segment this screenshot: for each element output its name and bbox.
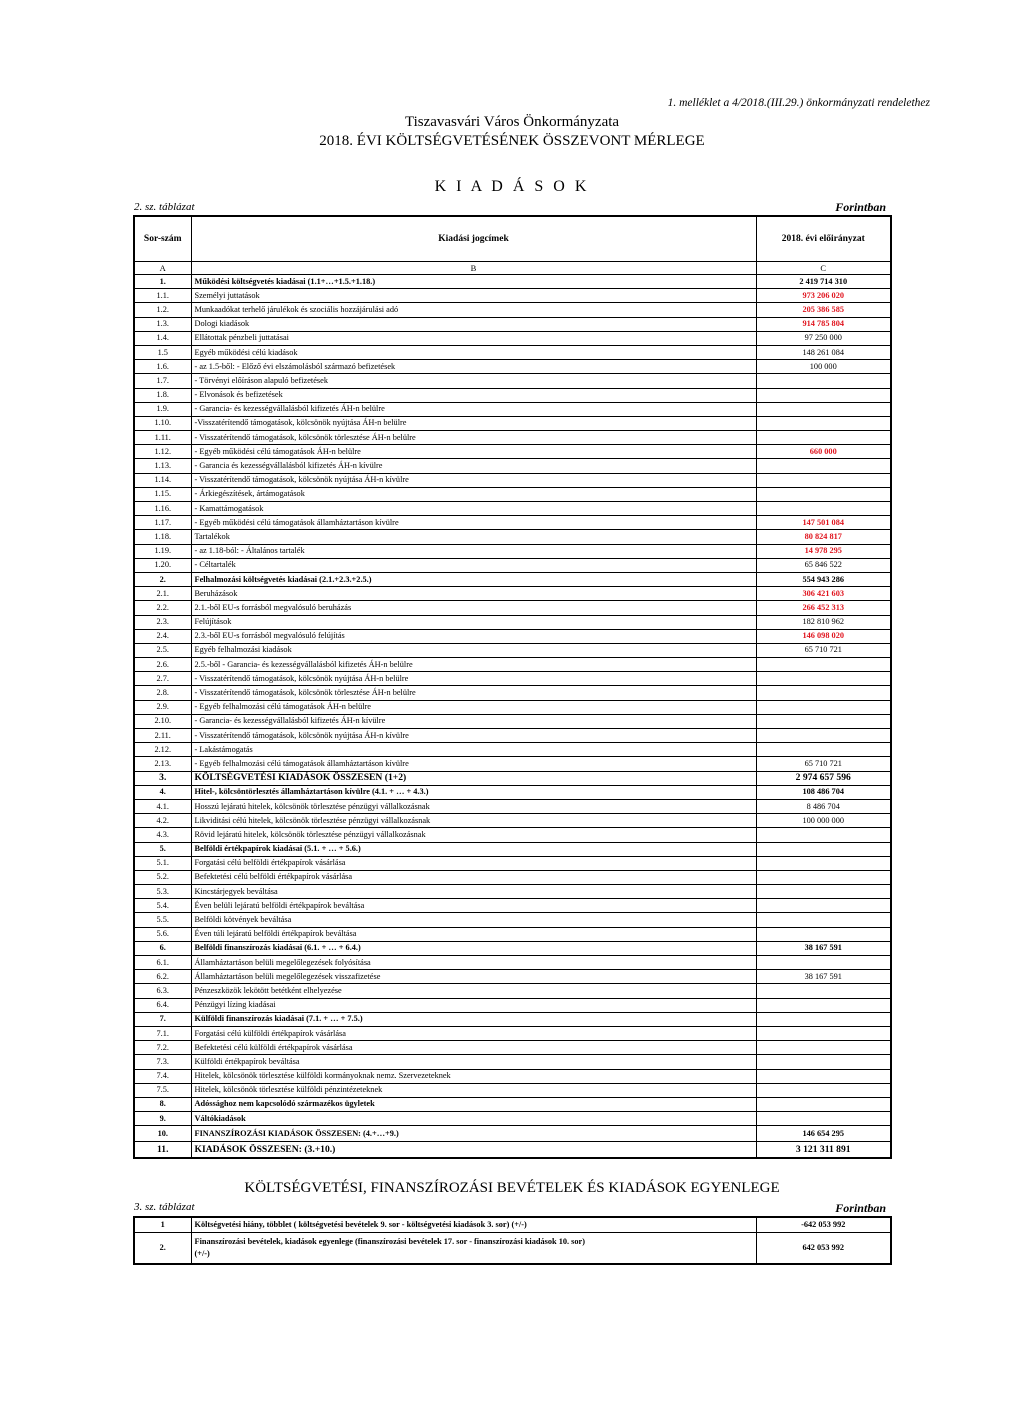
table-row (134, 984, 891, 998)
row-number: 7.1. (134, 1026, 191, 1040)
row-label: Működési költségvetés kiadásai (1.1+…+1.5.+1.18.) (191, 275, 756, 289)
table-row (134, 317, 891, 331)
row-value: 148 261 084 (756, 345, 891, 359)
balance-row-value: 642 053 992 (756, 1233, 891, 1265)
row-number: 7.2. (134, 1041, 191, 1055)
row-value: 182 810 962 (756, 615, 891, 629)
table-row (134, 956, 891, 970)
row-number: 1.18. (134, 530, 191, 544)
row-label: Ellátottak pénzbeli juttatásai (191, 331, 756, 345)
decree-reference: 1. melléklet a 4/2018.(III.29.) önkormányzati rendelethez (667, 97, 930, 109)
table-row (134, 1055, 891, 1069)
row-value (756, 1055, 891, 1069)
row-value (756, 856, 891, 870)
balance-table-number: 3. sz. táblázat (134, 1201, 195, 1213)
table-row (134, 714, 891, 728)
row-label: Hosszú lejáratú hitelek, kölcsönök törlesztése pénzügyi vállalkozásnak (191, 799, 756, 813)
col-header-item: Kiadási jogcímek (191, 216, 756, 262)
row-number: 2.3. (134, 615, 191, 629)
table-row (134, 345, 891, 359)
row-label: - Lakástámogatás (191, 743, 756, 757)
row-value: 100 000 000 (756, 814, 891, 828)
row-label: - Visszatérítendő támogatások, kölcsönök törlesztése ÁH-n belülre (191, 431, 756, 445)
row-value: 2 974 657 596 (756, 771, 891, 785)
row-label: Hitelek, kölcsönök törlesztése külföldi pénzintézeteknek (191, 1083, 756, 1097)
table-row (134, 388, 891, 402)
row-label: KÖLTSÉGVETÉSI KIADÁSOK ÖSSZESEN (1+2) (191, 771, 756, 785)
row-number: 1.2. (134, 303, 191, 317)
row-label: Likviditási célú hitelek, kölcsönök törlesztése pénzügyi vállalkozásnak (191, 814, 756, 828)
table-row (134, 899, 891, 913)
row-value: 2 419 714 310 (756, 275, 891, 289)
row-number: 2. (134, 572, 191, 586)
row-number: 7.5. (134, 1083, 191, 1097)
expenditure-table (133, 215, 892, 1159)
table-row (134, 402, 891, 416)
table-row (134, 842, 891, 856)
row-number: 5.1. (134, 856, 191, 870)
row-label: Befektetési célú belföldi értékpapírok vásárlása (191, 870, 756, 884)
row-label: - Törvényi előíráson alapuló befizetések (191, 374, 756, 388)
row-number: 1.13. (134, 459, 191, 473)
row-value: 266 452 313 (756, 601, 891, 615)
row-label: Belföldi finanszírozás kiadásai (6.1. + … + 6.4.) (191, 941, 756, 955)
table-row (134, 275, 891, 289)
table-row (134, 970, 891, 984)
row-number: 5.2. (134, 870, 191, 884)
row-value (756, 1012, 891, 1026)
row-value (756, 658, 891, 672)
balance-row (134, 1217, 891, 1233)
row-number: 5.3. (134, 885, 191, 899)
table-row (134, 643, 891, 657)
table-row (134, 516, 891, 530)
table-row (134, 331, 891, 345)
expenditure-table-body (134, 275, 891, 1159)
row-number: 10. (134, 1126, 191, 1142)
row-number: 2.7. (134, 672, 191, 686)
table-row (134, 799, 891, 813)
row-number: 2.9. (134, 700, 191, 714)
row-number: 4. (134, 785, 191, 799)
table-row (134, 885, 891, 899)
row-label: Pénzeszközök lekötött betétként elhelyezése (191, 984, 756, 998)
row-number: 6.3. (134, 984, 191, 998)
row-number: 4.2. (134, 814, 191, 828)
row-value (756, 1041, 891, 1055)
row-value: 554 943 286 (756, 572, 891, 586)
row-label: Beruházások (191, 587, 756, 601)
table-row (134, 927, 891, 941)
table-row (134, 544, 891, 558)
table-number: 2. sz. táblázat (134, 201, 195, 213)
row-value: 146 098 020 (756, 629, 891, 643)
table-row (134, 1069, 891, 1083)
table-row (134, 1012, 891, 1026)
table-row (134, 998, 891, 1012)
table-row (134, 856, 891, 870)
row-number: 1.19. (134, 544, 191, 558)
row-label: Éven túli lejáratú belföldi értékpapírok beváltása (191, 927, 756, 941)
row-value: 914 785 804 (756, 317, 891, 331)
row-value (756, 899, 891, 913)
row-label: - az 1.5-ből: - Előző évi elszámolásból származó befizetések (191, 360, 756, 374)
row-number: 11. (134, 1142, 191, 1159)
table-row (134, 487, 891, 501)
row-label: - az 1.18-ból: - Általános tartalék (191, 544, 756, 558)
row-value (756, 956, 891, 970)
row-value: 306 421 603 (756, 587, 891, 601)
row-value (756, 459, 891, 473)
row-value: 38 167 591 (756, 970, 891, 984)
row-label: - Kamattámogatások (191, 502, 756, 516)
row-label: Kincstárjegyek beváltása (191, 885, 756, 899)
row-value (756, 743, 891, 757)
row-number: 9. (134, 1112, 191, 1126)
row-number: 1.11. (134, 431, 191, 445)
row-label: Adóssághoz nem kapcsolódó származékos ügyletek (191, 1097, 756, 1111)
row-value (756, 686, 891, 700)
row-label: Munkaadókat terhelő járulékok és szociális hozzájárulási adó (191, 303, 756, 317)
table-row (134, 615, 891, 629)
row-number: 2.5. (134, 643, 191, 657)
table-row (134, 1112, 891, 1126)
row-label: Éven belüli lejáratú belföldi értékpapírok beváltása (191, 899, 756, 913)
row-value: 97 250 000 (756, 331, 891, 345)
row-number: 8. (134, 1097, 191, 1111)
table-row (134, 785, 891, 799)
row-number: 1.20. (134, 558, 191, 572)
row-value: 3 121 311 891 (756, 1142, 891, 1159)
table-row (134, 1083, 891, 1097)
row-value (756, 388, 891, 402)
row-label: Forgatási célú belföldi értékpapírok vásárlása (191, 856, 756, 870)
table-row (134, 374, 891, 388)
row-value (756, 984, 891, 998)
row-value (756, 714, 891, 728)
col-header-appropriation: 2018. évi előirányzat (756, 216, 891, 262)
row-label: FINANSZÍROZÁSI KIADÁSOK ÖSSZESEN: (4.+…+9.) (191, 1126, 756, 1142)
row-label: KIADÁSOK ÖSSZESEN: (3.+10.) (191, 1142, 756, 1159)
row-value: 65 846 522 (756, 558, 891, 572)
table-row (134, 1126, 891, 1142)
row-number: 1.1. (134, 289, 191, 303)
balance-table-body (134, 1217, 891, 1264)
row-label: - Egyéb felhalmozási célú támogatások ÁH-n belülre (191, 700, 756, 714)
table-row (134, 686, 891, 700)
row-value (756, 700, 891, 714)
row-label: Rövid lejáratú hitelek, kölcsönök törlesztése pénzügyi vállalkozásnak (191, 828, 756, 842)
row-label: Dologi kiadások (191, 317, 756, 331)
row-label: - Visszatérítendő támogatások, kölcsönök törlesztése ÁH-n belülre (191, 686, 756, 700)
row-label: Forgatási célú külföldi értékpapírok vásárlása (191, 1026, 756, 1040)
table-row (134, 658, 891, 672)
row-number: 1.9. (134, 402, 191, 416)
row-number: 5.5. (134, 913, 191, 927)
balance-row-value: -642 053 992 (756, 1217, 891, 1233)
row-value (756, 998, 891, 1012)
row-number: 5.4. (134, 899, 191, 913)
row-label: Belföldi értékpapírok kiadásai (5.1. + … + 5.6.) (191, 842, 756, 856)
row-label: Államháztartáson belüli megelőlegezések folyósítása (191, 956, 756, 970)
row-label: -Visszatérítendő támogatások, kölcsönök nyújtása ÁH-n belülre (191, 416, 756, 430)
row-number: 1.16. (134, 502, 191, 516)
row-value (756, 416, 891, 430)
row-number: 6.2. (134, 970, 191, 984)
row-number: 2.8. (134, 686, 191, 700)
table-row (134, 1097, 891, 1111)
balance-table (133, 1216, 892, 1265)
table-row (134, 587, 891, 601)
balance-row-number: 1 (134, 1217, 191, 1233)
row-value: 205 386 585 (756, 303, 891, 317)
row-number: 6.1. (134, 956, 191, 970)
table-row (134, 743, 891, 757)
row-value (756, 1097, 891, 1111)
row-label: - Garancia- és kezességvállalásból kifizetés ÁH-n belülre (191, 402, 756, 416)
row-number: 1.7. (134, 374, 191, 388)
row-value: 100 000 (756, 360, 891, 374)
table-row (134, 289, 891, 303)
row-value (756, 672, 891, 686)
row-value: 146 654 295 (756, 1126, 891, 1142)
organization-name: Tiszavasvári Város Önkormányzata (404, 114, 620, 130)
row-value (756, 729, 891, 743)
row-value (756, 1083, 891, 1097)
row-value: 80 824 817 (756, 530, 891, 544)
row-number: 2.4. (134, 629, 191, 643)
row-number: 7.4. (134, 1069, 191, 1083)
row-number: 6.4. (134, 998, 191, 1012)
table-row (134, 1026, 891, 1040)
row-number: 7. (134, 1012, 191, 1026)
row-number: 1.5 (134, 345, 191, 359)
row-label: Pénzügyi lízing kiadásai (191, 998, 756, 1012)
row-number: 7.3. (134, 1055, 191, 1069)
table-row (134, 941, 891, 955)
table-row (134, 771, 891, 785)
col-letter-a: A (134, 262, 191, 275)
row-label: Felújítások (191, 615, 756, 629)
row-label: - Garancia és kezességvállalásból kifizetés ÁH-n kívülre (191, 459, 756, 473)
row-value: 65 710 721 (756, 643, 891, 657)
row-number: 5. (134, 842, 191, 856)
row-label: Belföldi kötvények beváltása (191, 913, 756, 927)
row-value (756, 1112, 891, 1126)
row-label: Államháztartáson belüli megelőlegezések visszafizetése (191, 970, 756, 984)
page-title: 2018. ÉVI KÖLTSÉGVETÉSÉNEK ÖSSZEVONT MÉRLEGE (319, 133, 705, 149)
row-number: 1.3. (134, 317, 191, 331)
row-number: 2.12. (134, 743, 191, 757)
table-row (134, 445, 891, 459)
row-value (756, 1026, 891, 1040)
row-label: - Céltartalék (191, 558, 756, 572)
balance-currency-label: Forintban (835, 1201, 886, 1215)
table-row (134, 828, 891, 842)
row-label: - Egyéb működési célú támogatások ÁH-n belülre (191, 445, 756, 459)
table-row (134, 360, 891, 374)
table-row (134, 700, 891, 714)
table-row (134, 814, 891, 828)
row-number: 1.12. (134, 445, 191, 459)
row-label: Felhalmozási költségvetés kiadásai (2.1.+2.3.+2.5.) (191, 572, 756, 586)
row-value: 38 167 591 (756, 941, 891, 955)
table-row (134, 629, 891, 643)
row-label: Egyéb felhalmozási kiadások (191, 643, 756, 657)
row-number: 2.1. (134, 587, 191, 601)
col-letter-c: C (756, 262, 891, 275)
row-number: 6. (134, 941, 191, 955)
row-value (756, 431, 891, 445)
row-number: 1.6. (134, 360, 191, 374)
row-number: 1.17. (134, 516, 191, 530)
row-value: 65 710 721 (756, 757, 891, 771)
row-value: 108 486 704 (756, 785, 891, 799)
row-label: Hitelek, kölcsönök törlesztése külföldi kormányoknak nemz. Szervezeteknek (191, 1069, 756, 1083)
balance-row-number: 2. (134, 1233, 191, 1265)
table-row (134, 473, 891, 487)
balance-title: KÖLTSÉGVETÉSI, FINANSZÍROZÁSI BEVÉTELEK ÉS KIADÁSOK EGYENLEGE (244, 1180, 780, 1196)
row-number: 3. (134, 771, 191, 785)
table-row (134, 431, 891, 445)
table-row (134, 870, 891, 884)
table-row (134, 558, 891, 572)
row-number: 1.10. (134, 416, 191, 430)
row-label: Személyi juttatások (191, 289, 756, 303)
row-number: 2.2. (134, 601, 191, 615)
row-number: 1. (134, 275, 191, 289)
col-letter-b: B (191, 262, 756, 275)
table-row (134, 459, 891, 473)
row-value (756, 913, 891, 927)
row-value (756, 885, 891, 899)
table-row (134, 729, 891, 743)
row-value (756, 502, 891, 516)
row-value (756, 374, 891, 388)
row-label: - Árkiegészítések, ártámogatások (191, 487, 756, 501)
row-value (756, 927, 891, 941)
table-row (134, 572, 891, 586)
row-value: 973 206 020 (756, 289, 891, 303)
row-number: 4.3. (134, 828, 191, 842)
table-row (134, 672, 891, 686)
row-label: Külföldi értékpapírok beváltása (191, 1055, 756, 1069)
row-value: 660 000 (756, 445, 891, 459)
row-number: 2.10. (134, 714, 191, 728)
row-number: 2.6. (134, 658, 191, 672)
row-label: 2.3.-ből EU-s forrásból megvalósuló felújítás (191, 629, 756, 643)
row-label: - Elvonások és befizetések (191, 388, 756, 402)
row-number: 4.1. (134, 799, 191, 813)
table-row (134, 1041, 891, 1055)
row-value (756, 828, 891, 842)
row-number: 2.11. (134, 729, 191, 743)
row-value: 147 501 084 (756, 516, 891, 530)
balance-row (134, 1233, 891, 1265)
table-row (134, 913, 891, 927)
row-label: - Garancia- és kezességvállalásból kifizetés ÁH-n kívülre (191, 714, 756, 728)
row-label: - Visszatérítendő támogatások, kölcsönök nyújtása ÁH-n belülre (191, 672, 756, 686)
row-number: 2.13. (134, 757, 191, 771)
row-label: 2.5.-ből - Garancia- és kezességvállalásból kifizetés ÁH-n belülre (191, 658, 756, 672)
row-value (756, 842, 891, 856)
table-row (134, 1142, 891, 1159)
row-number: 1.15. (134, 487, 191, 501)
col-header-row-number: Sor-szám (134, 216, 191, 262)
row-label: - Visszatérítendő támogatások, kölcsönök nyújtása ÁH-n kívülre (191, 473, 756, 487)
row-value: 14 978 295 (756, 544, 891, 558)
row-value: 8 486 704 (756, 799, 891, 813)
row-label: Tartalékok (191, 530, 756, 544)
row-value (756, 487, 891, 501)
row-value (756, 1069, 891, 1083)
row-label: Külföldi finanszírozás kiadásai (7.1. + … + 7.5.) (191, 1012, 756, 1026)
section-title: K I A D Á S O K (434, 178, 590, 195)
table-row (134, 530, 891, 544)
table-row (134, 303, 891, 317)
balance-row-label: Költségvetési hiány, többlet ( költségvetési bevételek 9. sor - költségvetési kiadások 3. sor) (+/-) (191, 1217, 756, 1233)
row-label: - Visszatérítendő támogatások, kölcsönök nyújtása ÁH-n kívülre (191, 729, 756, 743)
row-value (756, 870, 891, 884)
row-label: - Egyéb működési célú támogatások államháztartáson kívülre (191, 516, 756, 530)
row-number: 1.14. (134, 473, 191, 487)
row-label: - Egyéb felhalmozási célú támogatások államháztartáson kívülre (191, 757, 756, 771)
balance-row-label: Finanszírozási bevételek, kiadások egyenlege (finanszírozási bevételek 17. sor - finanszírozási kiadások 10. sor) (+/-) (191, 1233, 756, 1265)
row-label: 2.1.-ből EU-s forrásból megvalósuló beruházás (191, 601, 756, 615)
table-row (134, 601, 891, 615)
row-number: 5.6. (134, 927, 191, 941)
row-number: 1.4. (134, 331, 191, 345)
row-number: 1.8. (134, 388, 191, 402)
row-label: Egyéb működési célú kiadások (191, 345, 756, 359)
row-value (756, 402, 891, 416)
table-row (134, 416, 891, 430)
row-label: Befektetési célú külföldi értékpapírok vásárlása (191, 1041, 756, 1055)
row-label: Hitel-, kölcsöntörlesztés államháztartáson kívülre (4.1. + … + 4.3.) (191, 785, 756, 799)
currency-label: Forintban (835, 200, 886, 214)
row-label: Váltókiadások (191, 1112, 756, 1126)
table-row (134, 757, 891, 771)
table-row (134, 502, 891, 516)
row-value (756, 473, 891, 487)
